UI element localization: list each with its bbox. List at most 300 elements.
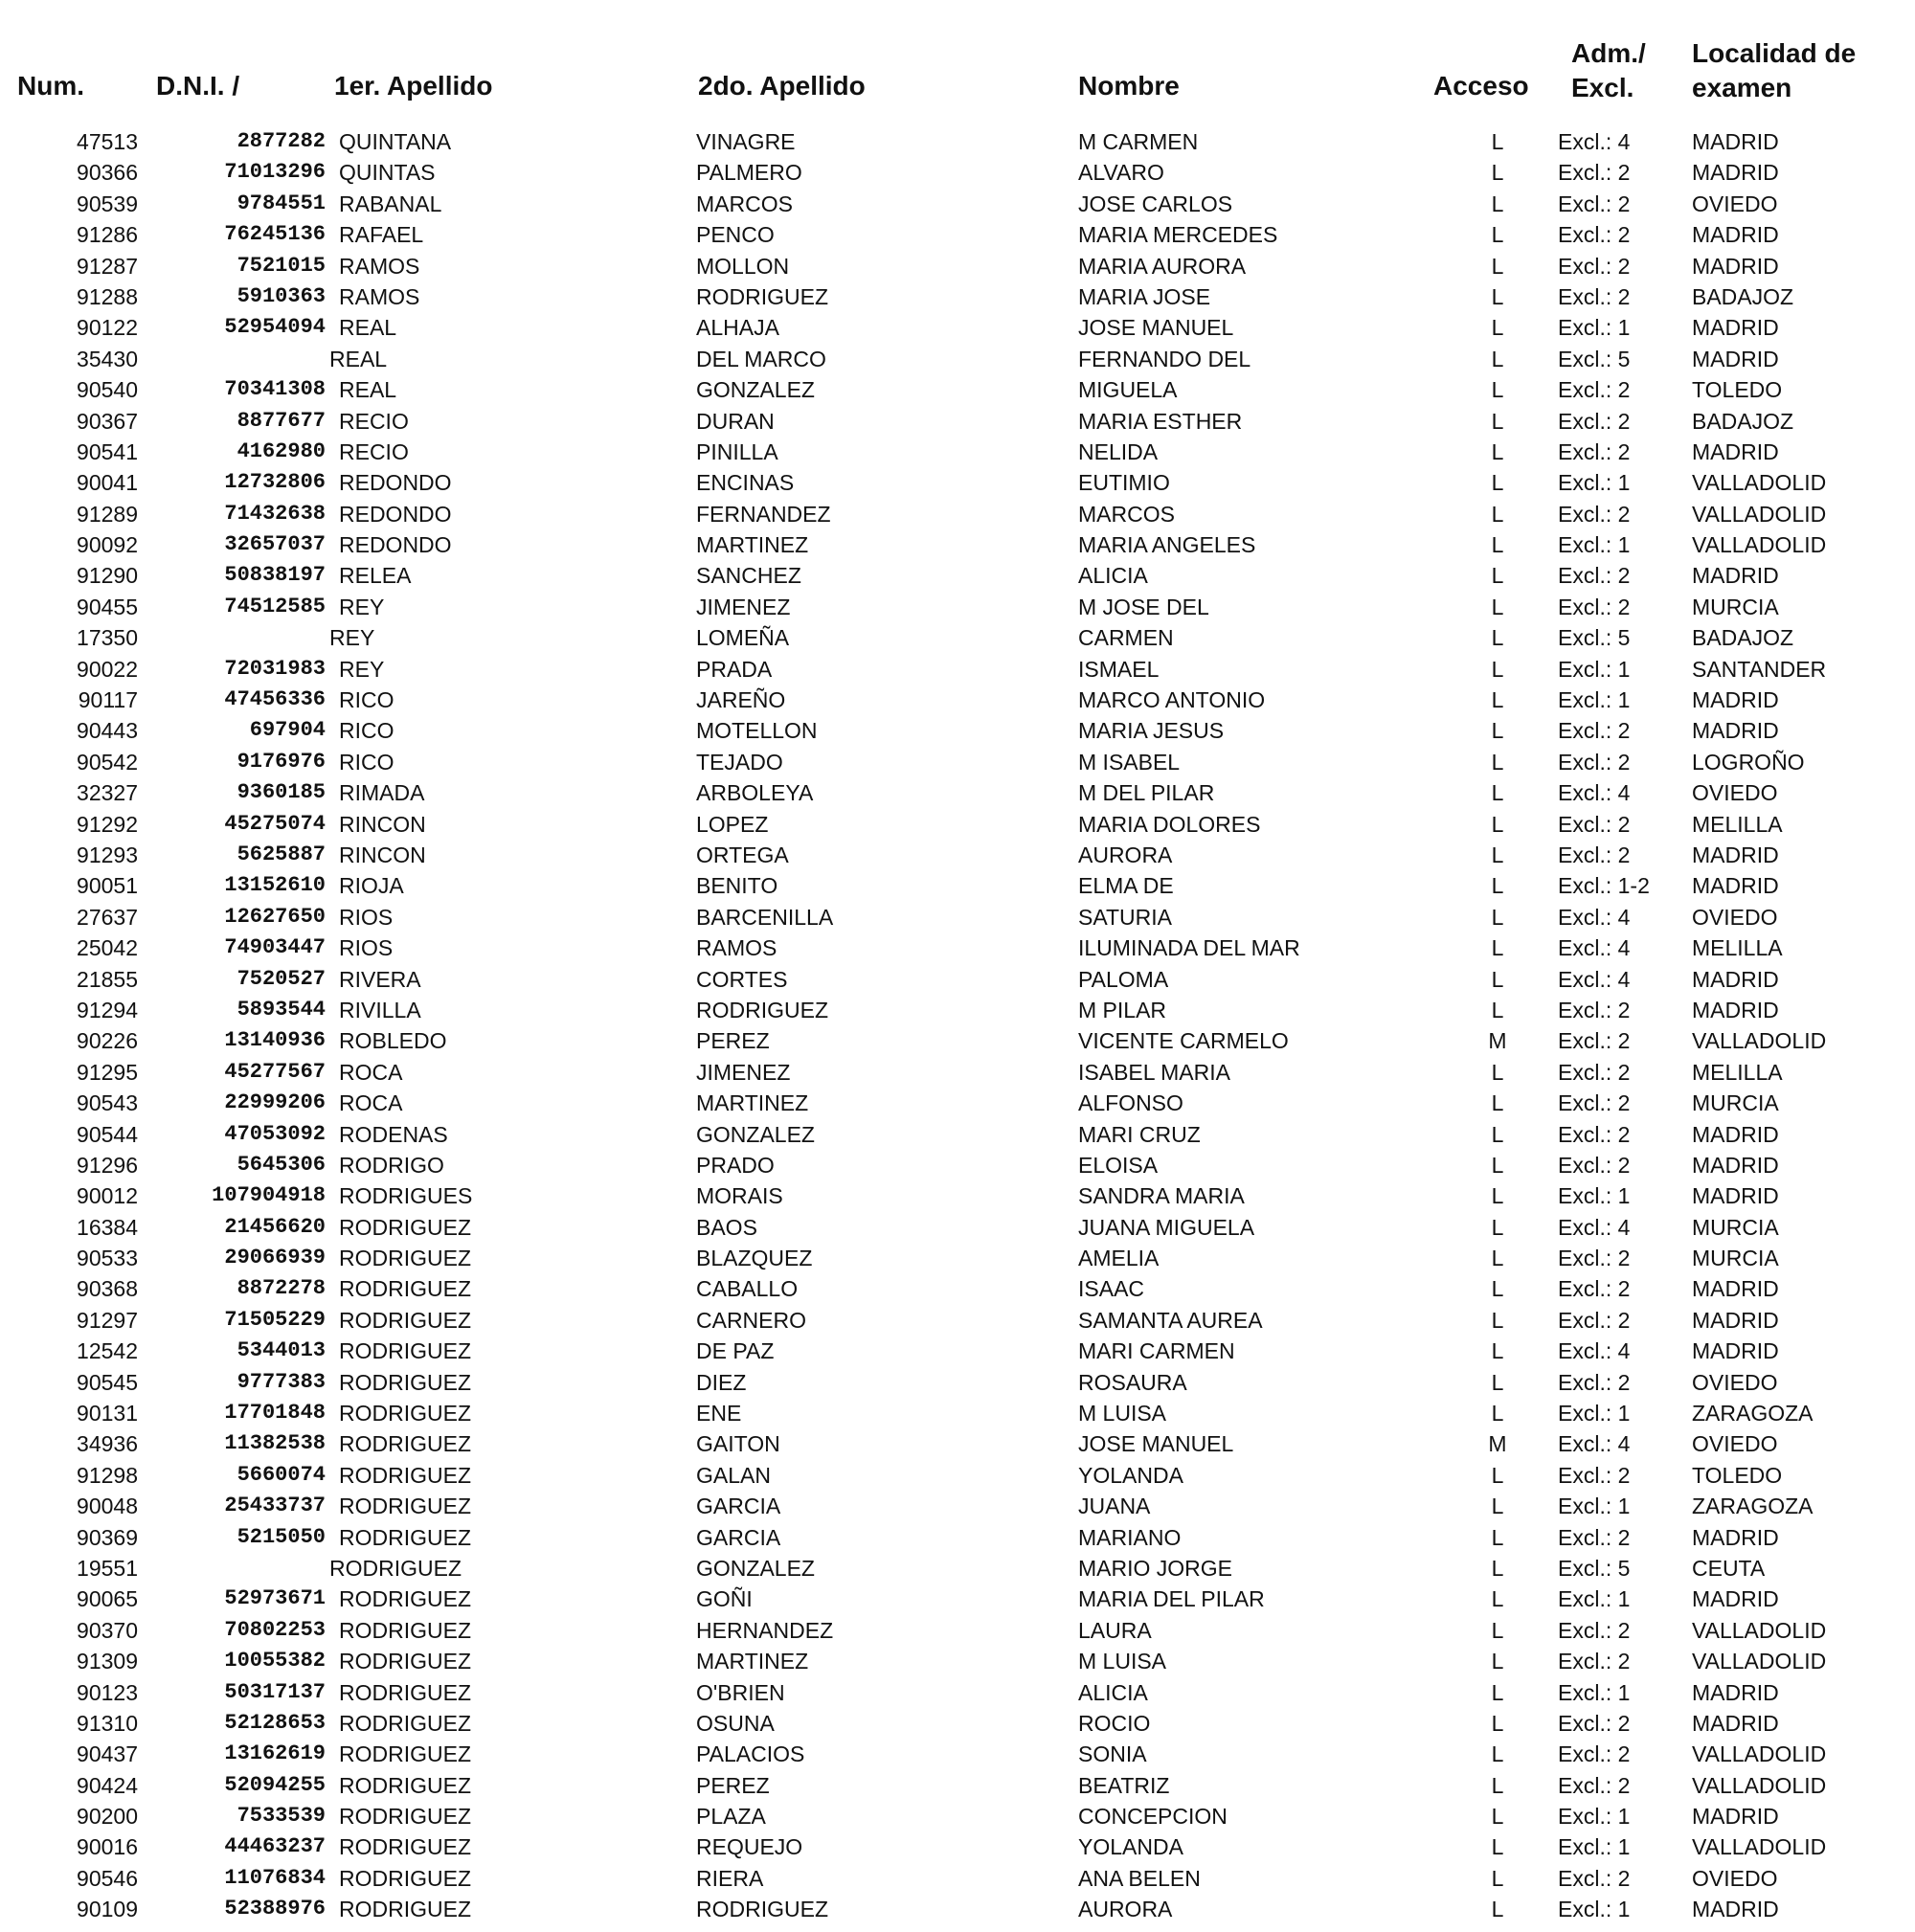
cell-nombre: AURORA (1078, 842, 1173, 867)
cell-apellido1: RODRIGUES (339, 1183, 473, 1209)
table-row (0, 1553, 1915, 1584)
cell-acceso: L (1491, 1865, 1504, 1891)
cell-dni: 29066939 (224, 1246, 326, 1270)
cell-dni: 5625887 (237, 842, 326, 866)
table-row (0, 1460, 1915, 1491)
cell-num: 90540 (77, 377, 138, 403)
cell-num: 90092 (77, 532, 138, 558)
cell-nombre: JUANA MIGUELA (1078, 1214, 1255, 1240)
cell-num: 21855 (77, 966, 138, 992)
cell-num: 90370 (77, 1617, 138, 1643)
cell-localidad: BADAJOZ (1692, 625, 1794, 651)
cell-localidad: MADRID (1692, 1307, 1779, 1333)
cell-localidad: OVIEDO (1692, 1431, 1778, 1457)
cell-dni: 5893544 (237, 997, 326, 1022)
cell-apellido1: RABANAL (339, 191, 442, 216)
table-row (0, 1088, 1915, 1118)
cell-acceso: L (1491, 1710, 1504, 1736)
cell-apellido2: MARTINEZ (696, 1649, 809, 1674)
cell-nombre: VICENTE CARMELO (1078, 1028, 1289, 1054)
cell-dni: 13140936 (224, 1028, 326, 1053)
cell-apellido1: RODRIGUEZ (339, 1431, 471, 1457)
cell-acceso: L (1491, 1401, 1504, 1427)
cell-num: 90368 (77, 1276, 138, 1302)
cell-acceso: L (1491, 625, 1504, 651)
header-adm-line2: Excl. (1571, 73, 1634, 102)
cell-adm-excl: Excl.: 2 (1558, 1710, 1631, 1736)
cell-apellido2: DE PAZ (696, 1338, 775, 1364)
cell-num: 91289 (77, 501, 138, 527)
cell-nombre: AURORA (1078, 1897, 1173, 1922)
cell-num: 91286 (77, 222, 138, 248)
table-row (0, 251, 1915, 281)
cell-acceso: L (1491, 1152, 1504, 1178)
table-row (0, 1615, 1915, 1646)
table-row (0, 529, 1915, 560)
cell-apellido2: GONZALEZ (696, 377, 815, 403)
cell-acceso: L (1491, 501, 1504, 527)
cell-num: 90367 (77, 408, 138, 434)
cell-adm-excl: Excl.: 2 (1558, 222, 1631, 248)
cell-apellido2: PLAZA (696, 1804, 766, 1830)
table-row (0, 1739, 1915, 1769)
cell-nombre: ROCIO (1078, 1710, 1151, 1736)
cell-num: 91287 (77, 253, 138, 279)
cell-localidad: TOLEDO (1692, 1462, 1783, 1488)
cell-acceso: L (1491, 315, 1504, 341)
cell-adm-excl: Excl.: 2 (1558, 501, 1631, 527)
cell-localidad: MADRID (1692, 1183, 1779, 1209)
cell-acceso: L (1491, 438, 1504, 464)
cell-apellido2: RODRIGUEZ (696, 283, 828, 309)
header-apellido2: 2do. Apellido (698, 71, 866, 101)
cell-num: 90016 (77, 1834, 138, 1860)
cell-acceso: L (1491, 1246, 1504, 1271)
cell-apellido2: MARTINEZ (696, 1090, 809, 1116)
cell-apellido1: RODRIGUEZ (339, 1401, 471, 1427)
cell-dni: 45277567 (224, 1059, 326, 1084)
cell-dni: 9784551 (237, 191, 326, 215)
cell-num: 90546 (77, 1865, 138, 1891)
cell-nombre: YOLANDA (1078, 1462, 1183, 1488)
cell-localidad: MADRID (1692, 718, 1779, 744)
cell-apellido2: FERNANDEZ (696, 501, 831, 527)
cell-dni: 47456336 (224, 687, 326, 712)
cell-acceso: L (1491, 811, 1504, 837)
cell-apellido2: GOÑI (696, 1586, 753, 1612)
header-adm-excl (1571, 36, 1646, 105)
cell-acceso: L (1491, 997, 1504, 1022)
table-row (0, 1863, 1915, 1894)
cell-acceso: L (1491, 1369, 1504, 1395)
cell-nombre: JOSE CARLOS (1078, 191, 1233, 216)
cell-apellido2: SANCHEZ (696, 563, 801, 589)
cell-apellido1: ROCA (339, 1090, 403, 1116)
cell-apellido2: GONZALEZ (696, 1555, 815, 1581)
cell-apellido2: JIMENEZ (696, 594, 791, 619)
cell-adm-excl: Excl.: 1 (1558, 1679, 1631, 1705)
cell-localidad: MADRID (1692, 438, 1779, 464)
cell-apellido1: RODRIGUEZ (339, 1897, 471, 1922)
cell-adm-excl: Excl.: 2 (1558, 842, 1631, 867)
cell-apellido2: PEREZ (696, 1028, 770, 1054)
cell-adm-excl: Excl.: 1 (1558, 1494, 1631, 1519)
cell-acceso: L (1491, 1649, 1504, 1674)
cell-num: 91288 (77, 283, 138, 309)
cell-dni: 11076834 (224, 1865, 326, 1890)
cell-apellido2: PALACIOS (696, 1741, 805, 1767)
cell-apellido1: RODRIGUEZ (339, 1307, 471, 1333)
cell-localidad: MADRID (1692, 129, 1779, 154)
cell-acceso: L (1491, 283, 1504, 309)
cell-acceso: L (1491, 1555, 1504, 1581)
cell-apellido2: RAMOS (696, 935, 777, 961)
cell-apellido2: ORTEGA (696, 842, 789, 867)
table-row (0, 1708, 1915, 1739)
cell-localidad: MELILLA (1692, 935, 1783, 961)
cell-dni: 17701848 (224, 1401, 326, 1426)
cell-apellido2: PEREZ (696, 1772, 770, 1798)
cell-localidad: VALLADOLID (1692, 1772, 1827, 1798)
cell-dni: 52388976 (224, 1897, 326, 1921)
cell-apellido1: RODENAS (339, 1121, 448, 1147)
cell-apellido1: RIVILLA (339, 997, 421, 1022)
cell-apellido2: BAOS (696, 1214, 757, 1240)
cell-dni: 22999206 (224, 1090, 326, 1115)
cell-adm-excl: Excl.: 2 (1558, 1462, 1631, 1488)
cell-apellido1: REY (339, 594, 385, 619)
cell-apellido2: HERNANDEZ (696, 1617, 834, 1643)
table-row (0, 467, 1915, 498)
cell-num: 91296 (77, 1152, 138, 1178)
cell-apellido2: RIERA (696, 1865, 764, 1891)
cell-localidad: MADRID (1692, 1276, 1779, 1302)
cell-acceso: L (1491, 749, 1504, 775)
cell-num: 90065 (77, 1586, 138, 1612)
cell-dni: 71505229 (224, 1307, 326, 1332)
table-row (0, 1770, 1915, 1801)
header-localidad (1692, 36, 1856, 105)
cell-adm-excl: Excl.: 2 (1558, 253, 1631, 279)
cell-nombre: CARMEN (1078, 625, 1174, 651)
cell-acceso: L (1491, 1090, 1504, 1116)
cell-apellido1: RODRIGUEZ (339, 1617, 471, 1643)
cell-acceso: L (1491, 1524, 1504, 1550)
cell-nombre: SONIA (1078, 1741, 1147, 1767)
table-row (0, 219, 1915, 250)
cell-acceso: L (1491, 842, 1504, 867)
cell-num: 90424 (77, 1772, 138, 1798)
table-row (0, 406, 1915, 437)
cell-dni: 45275074 (224, 811, 326, 836)
cell-localidad: LOGROÑO (1692, 749, 1805, 775)
cell-nombre: MARIA JOSE (1078, 283, 1211, 309)
cell-apellido1: RODRIGUEZ (339, 1710, 471, 1736)
cell-adm-excl: Excl.: 2 (1558, 1617, 1631, 1643)
cell-num: 90041 (77, 470, 138, 496)
cell-apellido1: REAL (339, 377, 397, 403)
cell-dni: 72031983 (224, 656, 326, 681)
cell-adm-excl: Excl.: 2 (1558, 191, 1631, 216)
cell-acceso: L (1491, 1741, 1504, 1767)
cell-num: 90533 (77, 1246, 138, 1271)
cell-adm-excl: Excl.: 2 (1558, 1121, 1631, 1147)
cell-adm-excl: Excl.: 2 (1558, 377, 1631, 403)
cell-apellido2: TEJADO (696, 749, 783, 775)
cell-acceso: L (1491, 904, 1504, 930)
cell-nombre: MARIA DOLORES (1078, 811, 1261, 837)
cell-apellido1: QUINTANA (339, 129, 452, 154)
table-row (0, 1584, 1915, 1614)
cell-dni: 52094255 (224, 1772, 326, 1797)
cell-localidad: VALLADOLID (1692, 1617, 1827, 1643)
cell-num: 12542 (77, 1338, 138, 1364)
table-row (0, 870, 1915, 901)
cell-dni: 9777383 (237, 1369, 326, 1394)
cell-apellido1: RODRIGUEZ (339, 1524, 471, 1550)
table-row (0, 622, 1915, 653)
cell-localidad: MADRID (1692, 1524, 1779, 1550)
cell-apellido1: RAFAEL (339, 222, 424, 248)
table-row (0, 157, 1915, 188)
cell-apellido2: GALAN (696, 1462, 771, 1488)
table-row (0, 1491, 1915, 1521)
cell-dni: 25433737 (224, 1494, 326, 1518)
cell-nombre: MARIA ESTHER (1078, 408, 1243, 434)
cell-apellido1: RODRIGUEZ (339, 1865, 471, 1891)
cell-acceso: L (1491, 563, 1504, 589)
cell-dni: 50838197 (224, 563, 326, 588)
cell-apellido1: RECIO (339, 438, 409, 464)
cell-dni: 52954094 (224, 315, 326, 340)
cell-num: 17350 (77, 625, 138, 651)
cell-localidad: ZARAGOZA (1692, 1494, 1814, 1519)
cell-apellido1: RODRIGUEZ (329, 1555, 462, 1581)
cell-adm-excl: Excl.: 2 (1558, 1369, 1631, 1395)
cell-apellido2: MARTINEZ (696, 532, 809, 558)
cell-num: 90048 (77, 1494, 138, 1519)
cell-nombre: MIGUELA (1078, 377, 1178, 403)
cell-apellido1: RICO (339, 749, 394, 775)
cell-adm-excl: Excl.: 2 (1558, 1246, 1631, 1271)
cell-dni: 5660074 (237, 1462, 326, 1487)
cell-dni: 44463237 (224, 1834, 326, 1859)
cell-apellido1: REY (339, 656, 385, 682)
cell-adm-excl: Excl.: 2 (1558, 718, 1631, 744)
cell-apellido2: GONZALEZ (696, 1121, 815, 1147)
cell-nombre: JUANA (1078, 1494, 1151, 1519)
cell-num: 19551 (77, 1555, 138, 1581)
cell-nombre: FERNANDO DEL (1078, 346, 1251, 371)
cell-localidad: OVIEDO (1692, 1369, 1778, 1395)
cell-adm-excl: Excl.: 2 (1558, 1865, 1631, 1891)
cell-dni: 74512585 (224, 594, 326, 618)
cell-adm-excl: Excl.: 2 (1558, 283, 1631, 309)
cell-localidad: VALLADOLID (1692, 532, 1827, 558)
cell-apellido1: RIMADA (339, 780, 425, 806)
cell-localidad: VALLADOLID (1692, 470, 1827, 496)
table-row (0, 1305, 1915, 1336)
cell-apellido1: RODRIGUEZ (339, 1462, 471, 1488)
cell-localidad: OVIEDO (1692, 191, 1778, 216)
table-row (0, 1212, 1915, 1243)
cell-num: 90544 (77, 1121, 138, 1147)
cell-dni: 2877282 (237, 129, 326, 153)
table-row (0, 1522, 1915, 1553)
cell-apellido1: RODRIGUEZ (339, 1649, 471, 1674)
table-row (0, 344, 1915, 374)
cell-apellido2: REQUEJO (696, 1834, 803, 1860)
cell-num: 90369 (77, 1524, 138, 1550)
cell-apellido2: ENE (696, 1401, 742, 1427)
table-row (0, 1367, 1915, 1398)
cell-apellido2: OSUNA (696, 1710, 775, 1736)
cell-adm-excl: Excl.: 4 (1558, 935, 1631, 961)
cell-localidad: MADRID (1692, 1152, 1779, 1178)
cell-acceso: L (1491, 1617, 1504, 1643)
cell-nombre: MARIO JORGE (1078, 1555, 1233, 1581)
cell-adm-excl: Excl.: 5 (1558, 625, 1631, 651)
table-row (0, 560, 1915, 591)
cell-apellido2: PALMERO (696, 160, 802, 186)
cell-nombre: ALICIA (1078, 1679, 1148, 1705)
cell-adm-excl: Excl.: 2 (1558, 563, 1631, 589)
cell-adm-excl: Excl.: 2 (1558, 1152, 1631, 1178)
cell-num: 90541 (77, 438, 138, 464)
table-row (0, 126, 1915, 157)
cell-adm-excl: Excl.: 2 (1558, 749, 1631, 775)
cell-acceso: L (1491, 780, 1504, 806)
cell-nombre: ILUMINADA DEL MAR (1078, 935, 1300, 961)
cell-apellido2: ALHAJA (696, 315, 779, 341)
cell-localidad: MADRID (1692, 160, 1779, 186)
cell-apellido2: MOLLON (696, 253, 790, 279)
cell-apellido2: PENCO (696, 222, 775, 248)
cell-apellido1: RODRIGUEZ (339, 1246, 471, 1271)
cell-dni: 10055382 (224, 1649, 326, 1674)
cell-adm-excl: Excl.: 1-2 (1558, 873, 1650, 899)
cell-apellido1: RODRIGO (339, 1152, 444, 1178)
cell-acceso: L (1491, 1276, 1504, 1302)
cell-acceso: L (1491, 191, 1504, 216)
cell-localidad: MADRID (1692, 1897, 1779, 1922)
cell-dni: 9360185 (237, 780, 326, 805)
cell-apellido1: REDONDO (339, 470, 452, 496)
cell-adm-excl: Excl.: 2 (1558, 1649, 1631, 1674)
cell-acceso: M (1488, 1028, 1507, 1054)
cell-localidad: MADRID (1692, 873, 1779, 899)
cell-nombre: JOSE MANUEL (1078, 315, 1234, 341)
cell-apellido1: RODRIGUEZ (339, 1586, 471, 1612)
cell-dni: 21456620 (224, 1214, 326, 1239)
cell-num: 90117 (78, 687, 138, 713)
cell-apellido2: PRADO (696, 1152, 775, 1178)
cell-nombre: MARI CARMEN (1078, 1338, 1235, 1364)
cell-nombre: M JOSE DEL (1078, 594, 1209, 619)
cell-adm-excl: Excl.: 1 (1558, 1804, 1631, 1830)
cell-dni: 70802253 (224, 1617, 326, 1642)
cell-apellido2: GARCIA (696, 1494, 781, 1519)
cell-num: 90051 (77, 873, 138, 899)
cell-dni: 7520527 (237, 966, 326, 991)
cell-localidad: MADRID (1692, 842, 1779, 867)
cell-adm-excl: Excl.: 1 (1558, 1401, 1631, 1427)
cell-nombre: LAURA (1078, 1617, 1152, 1643)
cell-apellido1: RIOS (339, 935, 394, 961)
cell-num: 16384 (77, 1214, 138, 1240)
table-row (0, 1243, 1915, 1273)
table-row (0, 312, 1915, 343)
cell-adm-excl: Excl.: 1 (1558, 1586, 1631, 1612)
cell-adm-excl: Excl.: 1 (1558, 470, 1631, 496)
cell-dni: 13152610 (224, 873, 326, 898)
cell-num: 91294 (77, 997, 138, 1022)
table-row (0, 715, 1915, 746)
cell-nombre: SAMANTA AUREA (1078, 1307, 1263, 1333)
cell-acceso: M (1488, 1431, 1507, 1457)
cell-localidad: BADAJOZ (1692, 408, 1794, 434)
cell-apellido1: RIVERA (339, 966, 421, 992)
cell-num: 91293 (77, 842, 138, 867)
cell-adm-excl: Excl.: 2 (1558, 1028, 1631, 1054)
cell-nombre: MARIA JESUS (1078, 718, 1225, 744)
cell-localidad: MADRID (1692, 1679, 1779, 1705)
cell-localidad: OVIEDO (1692, 904, 1778, 930)
cell-num: 90539 (77, 191, 138, 216)
cell-localidad: MURCIA (1692, 1090, 1779, 1116)
cell-nombre: M DEL PILAR (1078, 780, 1215, 806)
cell-apellido1: RELEA (339, 563, 412, 589)
cell-dni: 70341308 (224, 377, 326, 402)
cell-apellido2: BLAZQUEZ (696, 1246, 813, 1271)
cell-dni: 8872278 (237, 1276, 326, 1301)
cell-adm-excl: Excl.: 5 (1558, 1555, 1631, 1581)
header-num: Num. (17, 71, 84, 101)
cell-nombre: ELOISA (1078, 1152, 1159, 1178)
table-row (0, 281, 1915, 312)
cell-acceso: L (1491, 873, 1504, 899)
table-row (0, 1398, 1915, 1428)
cell-apellido1: REDONDO (339, 532, 452, 558)
cell-num: 90543 (77, 1090, 138, 1116)
cell-apellido1: REDONDO (339, 501, 452, 527)
cell-acceso: L (1491, 1338, 1504, 1364)
cell-apellido1: RODRIGUEZ (339, 1679, 471, 1705)
cell-dni: 52128653 (224, 1710, 326, 1735)
cell-num: 91297 (77, 1307, 138, 1333)
table-row (0, 840, 1915, 870)
cell-nombre: CONCEPCION (1078, 1804, 1228, 1830)
cell-adm-excl: Excl.: 1 (1558, 532, 1631, 558)
cell-apellido1: RECIO (339, 408, 409, 434)
cell-acceso: L (1491, 1059, 1504, 1085)
cell-apellido2: VINAGRE (696, 129, 796, 154)
header-adm-line1: Adm./ (1571, 38, 1646, 68)
cell-acceso: L (1491, 1183, 1504, 1209)
cell-apellido2: MOTELLON (696, 718, 818, 744)
table-row (0, 932, 1915, 963)
cell-apellido1: RODRIGUEZ (339, 1772, 471, 1798)
cell-localidad: MADRID (1692, 966, 1779, 992)
cell-dni: 11382538 (224, 1431, 326, 1456)
cell-adm-excl: Excl.: 1 (1558, 1183, 1631, 1209)
cell-dni: 13162619 (224, 1741, 326, 1766)
cell-num: 35430 (77, 346, 138, 371)
cell-dni: 50317137 (224, 1679, 326, 1704)
cell-num: 32327 (77, 780, 138, 806)
cell-apellido1: RODRIGUEZ (339, 1214, 471, 1240)
cell-acceso: L (1491, 935, 1504, 961)
